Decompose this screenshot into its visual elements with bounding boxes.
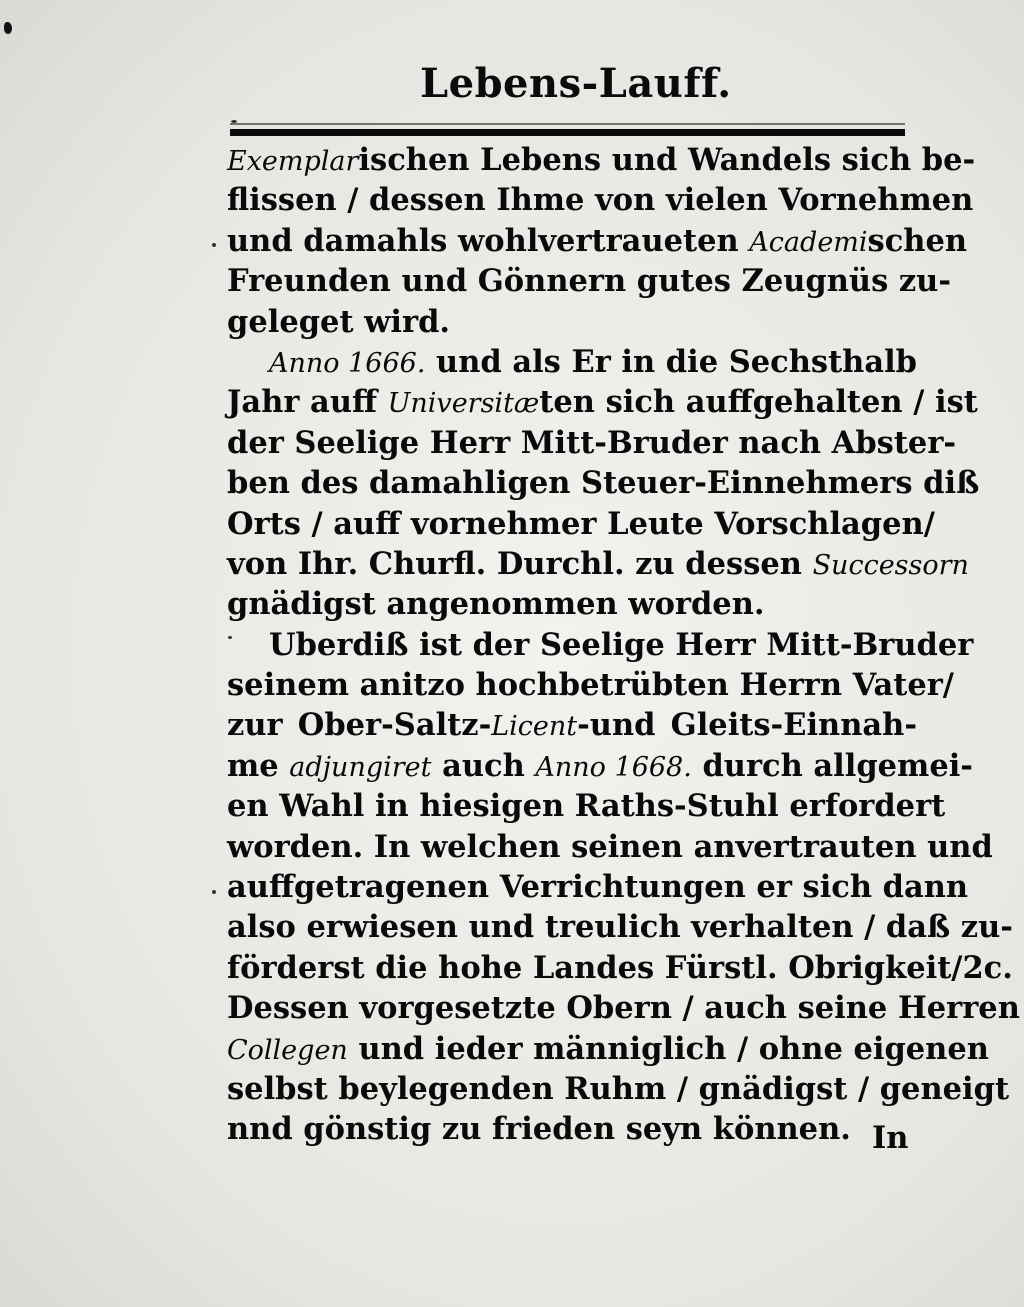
text-line [227, 1109, 917, 1149]
text-segment: durch allgemei- [691, 747, 973, 784]
text-line [227, 504, 935, 544]
ink-speck [228, 636, 232, 639]
text-line [227, 261, 952, 301]
text-line [227, 948, 1013, 988]
text-line [227, 221, 968, 261]
text-segment: worden. In welchen seinen anvertrauten und [227, 828, 993, 865]
text-segment: ten sich auffgehalten / ist [539, 384, 978, 421]
text-segment: flissen / dessen Ihme von vielen Vornehmen [227, 182, 974, 219]
text-line [227, 1069, 1010, 1109]
text-segment: Uberdiß ist der Seelige Herr Mitt-Bruder [269, 626, 974, 663]
text-line [227, 786, 946, 826]
text-segment: schen [867, 222, 968, 259]
latin-word: Collegen [227, 1034, 348, 1066]
text-segment: -und Gleits-Einnah- [577, 707, 917, 744]
text-segment: Jahr auff [227, 384, 388, 421]
text-segment: der Seelige Herr Mitt-Bruder nach Abster- [227, 424, 957, 461]
text-segment: en Wahl in hiesigen Raths-Stuhl erfordert [227, 788, 946, 825]
text-segment: Freunden und Gönnern gutes Zeugnüs zu- [227, 263, 952, 300]
running-head: Lebens-Lauff. [420, 60, 732, 107]
latin-word: Universitæ [387, 388, 540, 420]
text-line [227, 665, 954, 705]
latin-word: Successorn [812, 549, 969, 581]
text-line [227, 988, 1020, 1028]
text-segment: ischen Lebens und Wandels sich be- [358, 142, 976, 178]
latin-word: Anno 1666. [269, 347, 426, 379]
latin-word: Licent [491, 711, 578, 743]
text-line [227, 705, 917, 745]
text-segment: zur Ober-Saltz- [227, 707, 492, 744]
text-segment: also erwiesen und treulich verhalten / daß zu- [227, 909, 1013, 946]
latin-word: Academi [749, 226, 868, 258]
body-text [227, 140, 1020, 1150]
text-line [227, 382, 978, 422]
text-line [227, 907, 1013, 947]
latin-word: Anno 1668. [535, 751, 692, 783]
text-segment: gnädigst angenommen worden. [227, 586, 765, 623]
text-line [227, 140, 976, 180]
ink-speck [212, 243, 216, 247]
text-segment: ben des damahligen Steuer-Einnehmers diß [227, 465, 980, 502]
text-line [227, 342, 917, 382]
ink-speck [231, 120, 237, 123]
text-segment: Dessen vorgesetzte Obern / auch seine Herren [227, 990, 1020, 1027]
ink-speck [212, 890, 216, 894]
text-segment: von Ihr. Churfl. Durchl. zu dessen [227, 545, 813, 582]
text-line [227, 1029, 989, 1069]
text-line [227, 544, 969, 584]
catchword: In [872, 1120, 909, 1156]
text-segment: me [227, 747, 290, 784]
text-segment: selbst beylegenden Ruhm / gnädigst / geneigt [227, 1070, 1010, 1107]
text-line [227, 625, 974, 665]
ink-mark [4, 22, 12, 34]
text-line [227, 302, 917, 342]
text-segment: seinem anitzo hochbetrübten Herrn Vater/ [227, 667, 954, 704]
latin-word: Exemplar [227, 146, 359, 177]
text-line [227, 827, 993, 867]
text-segment: geleget wird. [227, 303, 451, 340]
text-segment: förderst die hohe Landes Fürstl. Obrigkeit/2c. [227, 949, 1013, 986]
text-segment: und ieder männiglich / ohne eigenen [347, 1030, 989, 1067]
text-segment: Orts / auff vornehmer Leute Vorschlagen/ [227, 505, 935, 542]
text-segment: nnd gönstig zu frieden seyn können. [227, 1111, 851, 1148]
latin-word: adjungiret [289, 751, 432, 783]
text-line [227, 463, 980, 503]
text-segment: auch [431, 747, 536, 784]
text-line [227, 746, 973, 786]
text-segment: und damahls wohlvertraueten [227, 222, 750, 259]
text-segment: und als Er in die Sechsthalb [425, 343, 918, 380]
text-line [227, 584, 917, 624]
text-line [227, 180, 974, 220]
text-segment: auffgetragenen Verrichtungen er sich dann [227, 869, 969, 906]
text-line [227, 423, 957, 463]
text-line [227, 867, 969, 907]
header-rule [230, 129, 905, 136]
